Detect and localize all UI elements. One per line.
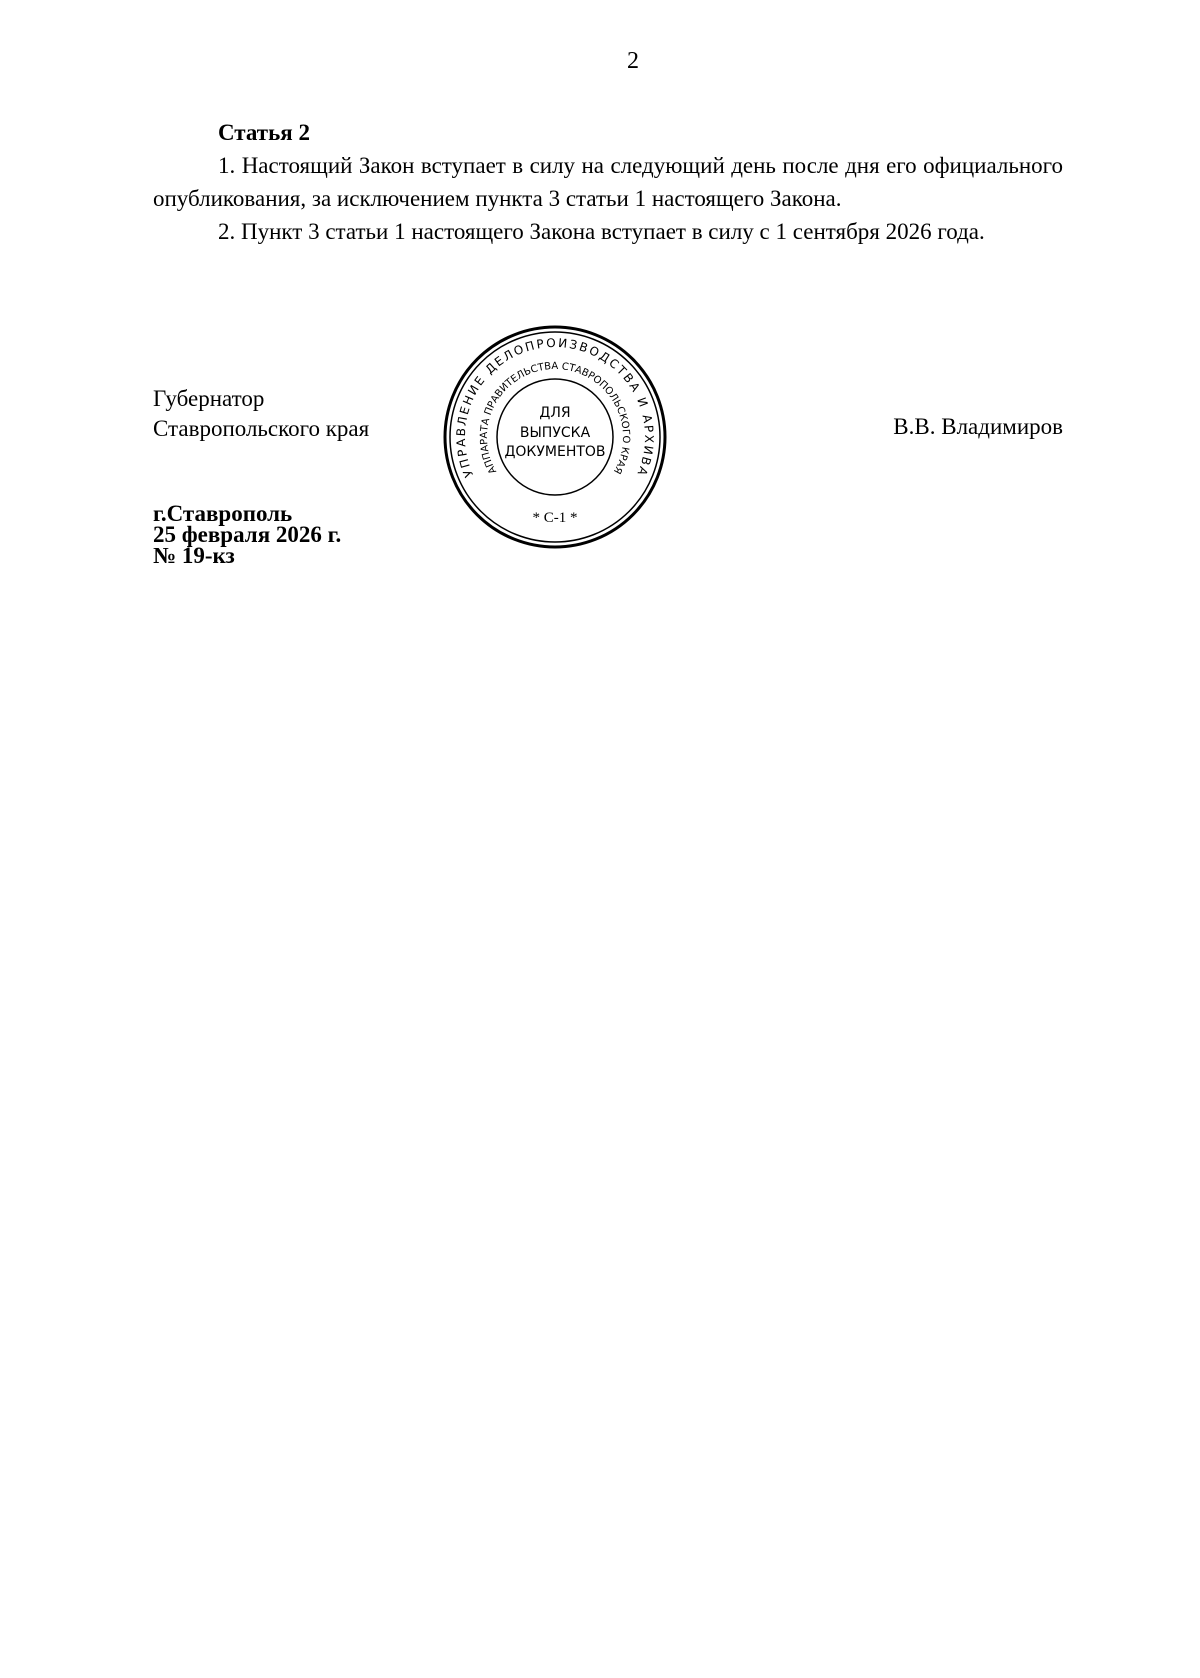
- stamp-center-2: ВЫПУСКА: [519, 425, 591, 441]
- stamp-center-3: ДОКУМЕНТОВ: [504, 444, 606, 460]
- page-number: 2: [627, 48, 639, 74]
- stamp-outer-text: УПРАВЛЕНИЕ ДЕЛОПРОИЗВОДСТВА И АРХИВА: [453, 335, 657, 480]
- signatory-name: В.В. Владимиров: [893, 414, 1063, 439]
- official-stamp: [440, 322, 670, 552]
- place-date: [153, 503, 341, 566]
- signature-title: [153, 384, 369, 444]
- stamp-center-1: ДЛЯ: [539, 405, 571, 421]
- paragraph-2: 2. Пункт 3 статьи 1 настоящего Закона вступает в силу с 1 сентября 2026 года.: [218, 219, 985, 244]
- city: г.Ставрополь: [153, 501, 293, 526]
- date: 25 февраля 2026 г.: [153, 522, 342, 547]
- stamp-inner-text: АППАРАТА ПРАВИТЕЛЬСТВА СТАВРОПОЛЬСКОГО КРАЯ: [478, 360, 632, 476]
- document-body: [153, 116, 1063, 248]
- stamp-code: * С-1 *: [532, 510, 578, 526]
- signature-title-line2: Ставропольского края: [153, 416, 370, 441]
- paragraph-1: 1. Настоящий Закон вступает в силу на следующий день после дня его официального опубликования, за исключением пункта 3 статьи 1 настоящего Закона.: [153, 153, 1063, 211]
- signature-title-line1: Губернатор: [153, 386, 265, 411]
- law-number: № 19-кз: [153, 543, 235, 568]
- article-heading: Статья 2: [218, 120, 310, 145]
